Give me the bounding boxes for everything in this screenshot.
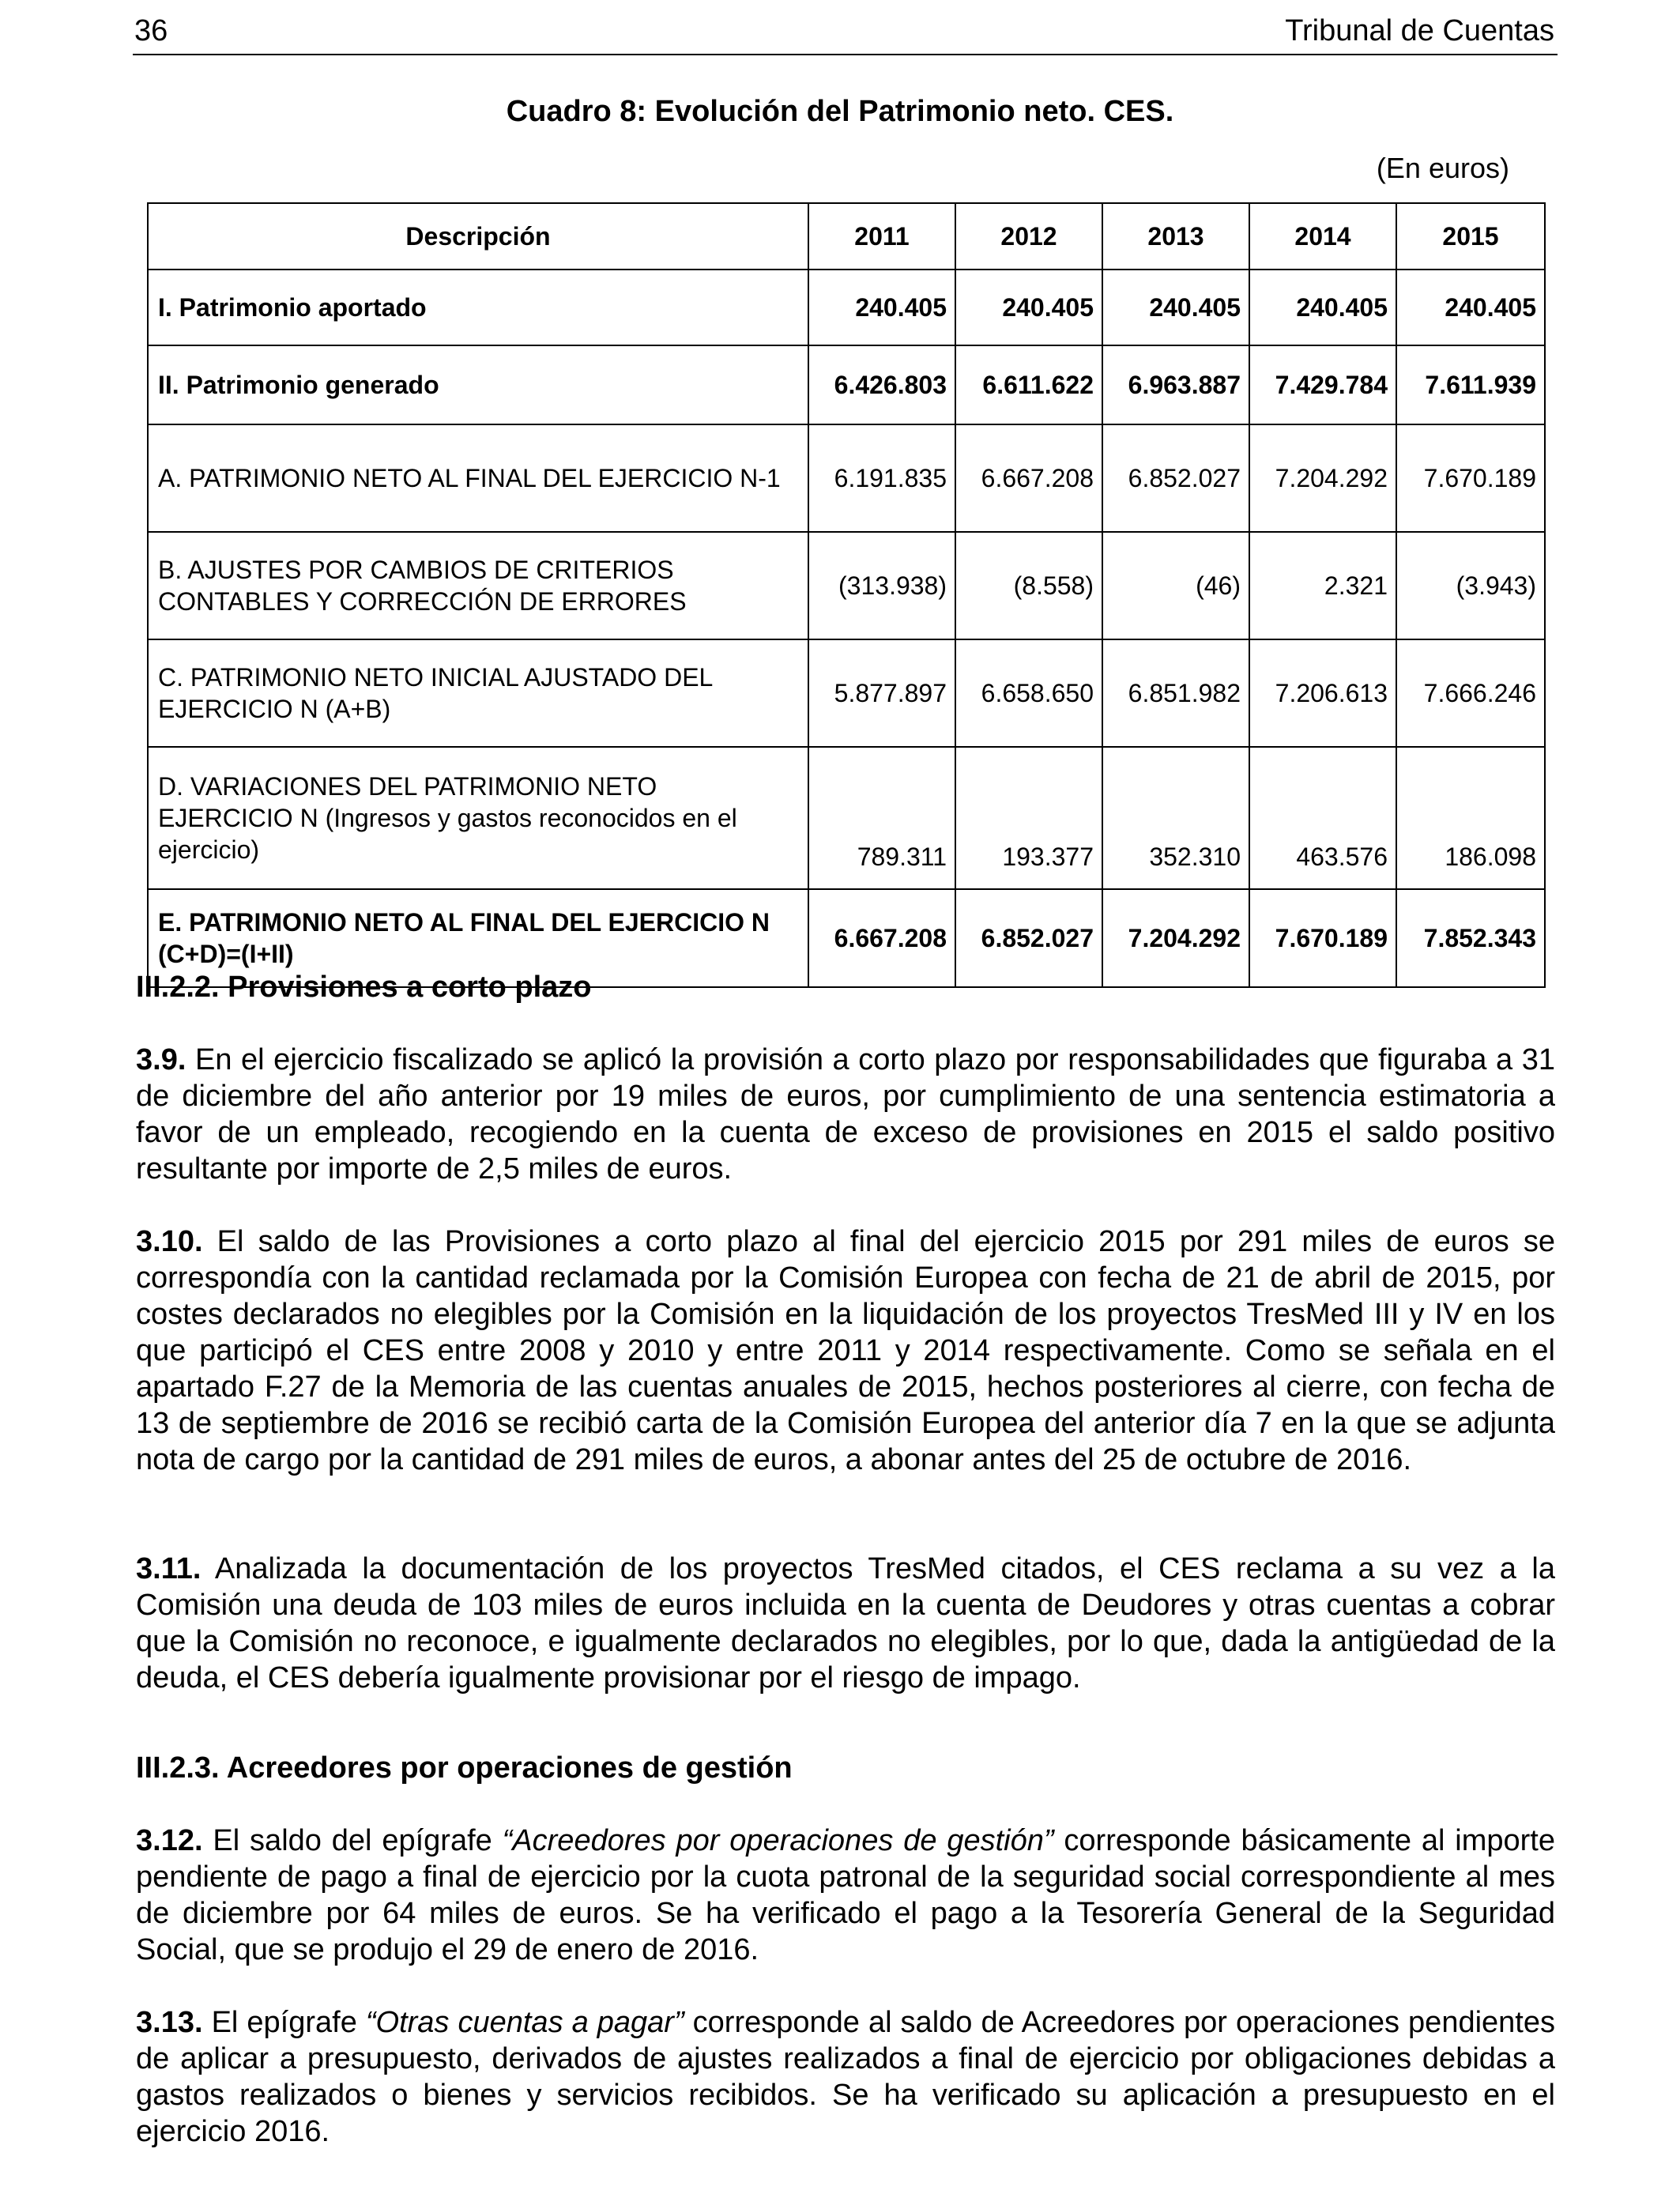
cell-value: 6.852.027 [1102, 424, 1249, 532]
cell-value: 240.405 [808, 270, 955, 345]
column-header: 2014 [1249, 203, 1396, 270]
table-row [148, 424, 1545, 532]
cell-value: (3.943) [1396, 532, 1545, 639]
paragraph-text: Analizada la documentación de los proyectos TresMed citados, el CES reclama a su vez a la Comisión una deuda de 103 miles de euros incluida en la cuenta de Deudores y otras cuentas a cobrar que la Comisión no reconoce, e igualmente declarados no elegibles, por lo que, dada la antigüedad de la deuda, el CES debería igualmente provisionar por el riesgo de impago. [136, 1552, 1555, 1695]
cell-value: 6.426.803 [808, 345, 955, 424]
paragraph-number: 3.13. [136, 2006, 203, 2039]
cell-value: 2.321 [1249, 532, 1396, 639]
table-row [148, 532, 1545, 639]
table-header-row [148, 203, 1545, 270]
paragraph-3-13 [136, 2004, 1555, 2150]
table-row [148, 270, 1545, 345]
net-worth-table [147, 202, 1546, 988]
cell-value: 6.658.650 [955, 639, 1102, 747]
cell-value: 6.667.208 [955, 424, 1102, 532]
column-header: 2015 [1396, 203, 1545, 270]
cell-value: 186.098 [1396, 747, 1545, 889]
paragraph-3-9 [136, 1042, 1555, 1187]
cell-value: (8.558) [955, 532, 1102, 639]
cell-value: 240.405 [1102, 270, 1249, 345]
cell-value: 6.191.835 [808, 424, 955, 532]
cell-value: 5.877.897 [808, 639, 955, 747]
paragraph-3-11 [136, 1551, 1555, 1696]
paragraph-number: 3.12. [136, 1824, 203, 1857]
cell-value: 789.311 [808, 747, 955, 889]
cell-value: 352.310 [1102, 747, 1249, 889]
paragraph-number: 3.10. [136, 1225, 203, 1258]
paragraph-3-10 [136, 1223, 1555, 1478]
cell-value: 7.611.939 [1396, 345, 1545, 424]
column-header: 2011 [808, 203, 955, 270]
cell-value: 6.667.208 [808, 889, 955, 987]
table-row [148, 639, 1545, 747]
header-title: Tribunal de Cuentas [1285, 14, 1554, 47]
paragraph-text: corresponde básicamente al importe pendiente de pago a final de ejercicio por la cuota patronal de la seguridad social correspondiente al mes de diciembre por 64 miles de euros. Se ha verificado el pago a la Tesorería General de la Seguridad Social, que se produjo el 29 de enero de 2016. [136, 1824, 1555, 1966]
section-heading-creditors: III.2.3. Acreedores por operaciones de gestión [136, 1751, 793, 1785]
cell-value: 463.576 [1249, 747, 1396, 889]
row-label: E. PATRIMONIO NETO AL FINAL DEL EJERCICIO N (C+D)=(I+II) [148, 889, 808, 987]
table-row [148, 747, 1545, 889]
paragraph-text: El saldo del epígrafe [202, 1824, 503, 1857]
paragraph-3-12 [136, 1823, 1555, 1968]
cell-value: 6.852.027 [955, 889, 1102, 987]
cell-value: 7.206.613 [1249, 639, 1396, 747]
paragraph-text: En el ejercicio fiscalizado se aplicó la provisión a corto plazo por responsabilidades que figuraba a 31 de diciembre del año anterior por 19 miles de euros, por cumplimiento de una sentencia estimatoria a favor de un empleado, recogiendo en la cuenta de exceso de provisiones en 2015 el saldo positivo resultante por importe de 2,5 miles de euros. [136, 1043, 1555, 1186]
cell-value: 7.204.292 [1249, 424, 1396, 532]
paragraph-text: El epígrafe [202, 2006, 366, 2039]
cell-value: 193.377 [955, 747, 1102, 889]
column-header: 2013 [1102, 203, 1249, 270]
page-number: 36 [134, 14, 168, 47]
section-heading-provisions: III.2.2. Provisiones a corto plazo [136, 971, 592, 1004]
cell-value: (313.938) [808, 532, 955, 639]
row-label: B. AJUSTES POR CAMBIOS DE CRITERIOS CONTABLES Y CORRECCIÓN DE ERRORES [148, 532, 808, 639]
cell-value: 6.963.887 [1102, 345, 1249, 424]
cell-value: (46) [1102, 532, 1249, 639]
paragraph-number: 3.11. [136, 1552, 202, 1585]
paragraph-number: 3.9. [136, 1043, 186, 1076]
table-row [148, 345, 1545, 424]
cell-value: 6.851.982 [1102, 639, 1249, 747]
page-header [133, 11, 1558, 55]
cell-value: 7.204.292 [1102, 889, 1249, 987]
cell-value: 240.405 [1396, 270, 1545, 345]
row-label: C. PATRIMONIO NETO INICIAL AJUSTADO DEL EJERCICIO N (A+B) [148, 639, 808, 747]
row-label: II. Patrimonio generado [148, 345, 808, 424]
cell-value: 7.670.189 [1396, 424, 1545, 532]
row-label: D. VARIACIONES DEL PATRIMONIO NETO EJERCICIO N (Ingresos y gastos reconocidos en el ejercicio) [148, 747, 808, 889]
paragraph-text: El saldo de las Provisiones a corto plazo al final del ejercicio 2015 por 291 miles de euros se correspondía con la cantidad reclamada por la Comisión Europea con fecha de 21 de abril de 2015, por costes declarados no elegibles por la Comisión en la liquidación de los proyectos TresMed III y IV en los que participó el CES entre 2008 y 2010 y entre 2011 y 2014 respectivamente. Como se señala en el apartado F.27 de la Memoria de las cuentas anuales de 2015, hechos posteriores al cierre, con fecha de 13 de septiembre de 2016 se recibió carta de la Comisión Europea del anterior día 7 en la que se adjunta nota de cargo por la cantidad de 291 miles de euros, a abonar antes del 25 de octubre de 2016. [136, 1225, 1555, 1476]
cell-value: 6.611.622 [955, 345, 1102, 424]
unit-note: (En euros) [1376, 152, 1509, 184]
column-header: Descripción [148, 203, 808, 270]
paragraph-quote: “Otras cuentas a pagar” [365, 2006, 684, 2039]
paragraph-text: corresponde al saldo de Acreedores por operaciones pendientes de aplicar a presupuesto, derivados de ajustes realizados a final de ejercicio por obligaciones debidas a gastos realizados o bienes y servicios recibidos. Se ha verificado su aplicación a presupuesto en el ejercicio 2016. [136, 2006, 1555, 2148]
row-label: I. Patrimonio aportado [148, 270, 808, 345]
cell-value: 7.670.189 [1249, 889, 1396, 987]
column-header: 2012 [955, 203, 1102, 270]
row-label: A. PATRIMONIO NETO AL FINAL DEL EJERCICIO N-1 [148, 424, 808, 532]
cell-value: 240.405 [955, 270, 1102, 345]
cell-value: 7.666.246 [1396, 639, 1545, 747]
cell-value: 7.852.343 [1396, 889, 1545, 987]
table-title: Cuadro 8: Evolución del Patrimonio neto. CES. [506, 95, 1174, 128]
cell-value: 7.429.784 [1249, 345, 1396, 424]
paragraph-quote: “Acreedores por operaciones de gestión” [502, 1824, 1054, 1857]
cell-value: 240.405 [1249, 270, 1396, 345]
